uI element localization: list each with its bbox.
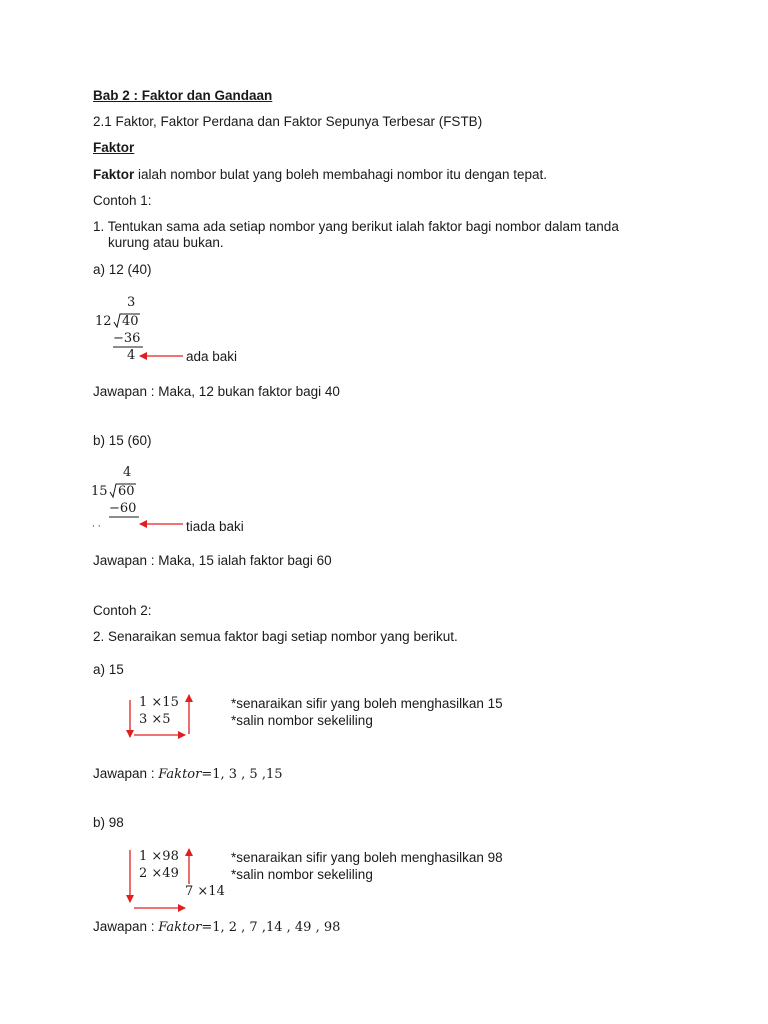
note-tiada-baki: tiada baki bbox=[186, 519, 244, 534]
answer-values: =1, 2 , 7 ,14 , 49 , 98 bbox=[201, 920, 341, 935]
contoh2-label: Contoh 2: bbox=[93, 603, 152, 618]
division-1a-subtract: −36 bbox=[113, 331, 141, 346]
example-2b-label: b) 98 bbox=[93, 815, 124, 830]
example-1a-label: a) 12 (40) bbox=[93, 262, 152, 277]
division-1b-divisor: 15 bbox=[91, 484, 108, 499]
division-bracket-1a bbox=[113, 314, 143, 347]
subheading: 2.1 Faktor, Faktor Perdana dan Faktor Sepunya Terbesar (FSTB) bbox=[93, 114, 483, 129]
answer-variable: Faktor bbox=[158, 767, 202, 782]
factor-pair: 3 ×5 bbox=[139, 712, 171, 727]
division-1b-dividend: 60 bbox=[118, 484, 135, 499]
division-1a-quotient: 3 bbox=[127, 295, 136, 310]
contoh1-question-line2: kurung atau bukan. bbox=[108, 235, 224, 250]
division-1b-quotient: 4 bbox=[123, 465, 132, 480]
answer-prefix: Jawapan : bbox=[93, 766, 159, 781]
note-list-times-table: *senaraikan sifir yang boleh menghasilkan 98 bbox=[231, 850, 503, 865]
division-1a-dividend: 40 bbox=[122, 314, 139, 329]
factor-pair: 2 ×49 bbox=[139, 866, 179, 881]
section-title: Faktor bbox=[93, 140, 135, 155]
division-1b-remainder: · · bbox=[92, 522, 101, 532]
page-heading: Bab 2 : Faktor dan Gandaan bbox=[93, 88, 273, 103]
contoh1-question-line1: 1. Tentukan sama ada setiap nombor yang berikut ialah faktor bagi nombor dalam tanda bbox=[93, 219, 619, 234]
answer-1b: Jawapan : Maka, 15 ialah faktor bagi 60 bbox=[93, 553, 332, 568]
answer-1a: Jawapan : Maka, 12 bukan faktor bagi 40 bbox=[93, 384, 340, 399]
definition-text: ialah nombor bulat yang boleh membahagi nombor itu dengan tepat. bbox=[134, 167, 548, 182]
note-copy-around: *salin nombor sekeliling bbox=[231, 713, 373, 728]
factor-pair: 1 ×15 bbox=[139, 695, 179, 710]
division-1a-divisor: 12 bbox=[95, 314, 112, 329]
factor-pair: 1 ×98 bbox=[139, 849, 179, 864]
definition-term: Faktor bbox=[93, 167, 135, 182]
note-ada-baki: ada baki bbox=[186, 349, 238, 364]
contoh1-label: Contoh 1: bbox=[93, 193, 152, 208]
example-2a-label: a) 15 bbox=[93, 662, 124, 677]
division-1a-remainder: 4 bbox=[127, 348, 136, 363]
factor-pair: 7 ×14 bbox=[185, 884, 225, 899]
contoh2-question: 2. Senaraikan semua faktor bagi setiap nombor yang berikut. bbox=[93, 629, 458, 644]
answer-values: =1, 3 , 5 ,15 bbox=[201, 767, 283, 782]
answer-prefix: Jawapan : bbox=[93, 919, 159, 934]
answer-variable: Faktor bbox=[158, 920, 202, 935]
example-1b-label: b) 15 (60) bbox=[93, 433, 152, 448]
note-list-times-table: *senaraikan sifir yang boleh menghasilkan 15 bbox=[231, 696, 503, 711]
division-bracket-1b bbox=[109, 484, 139, 517]
note-copy-around: *salin nombor sekeliling bbox=[231, 867, 373, 882]
division-1b-subtract: −60 bbox=[109, 501, 137, 516]
